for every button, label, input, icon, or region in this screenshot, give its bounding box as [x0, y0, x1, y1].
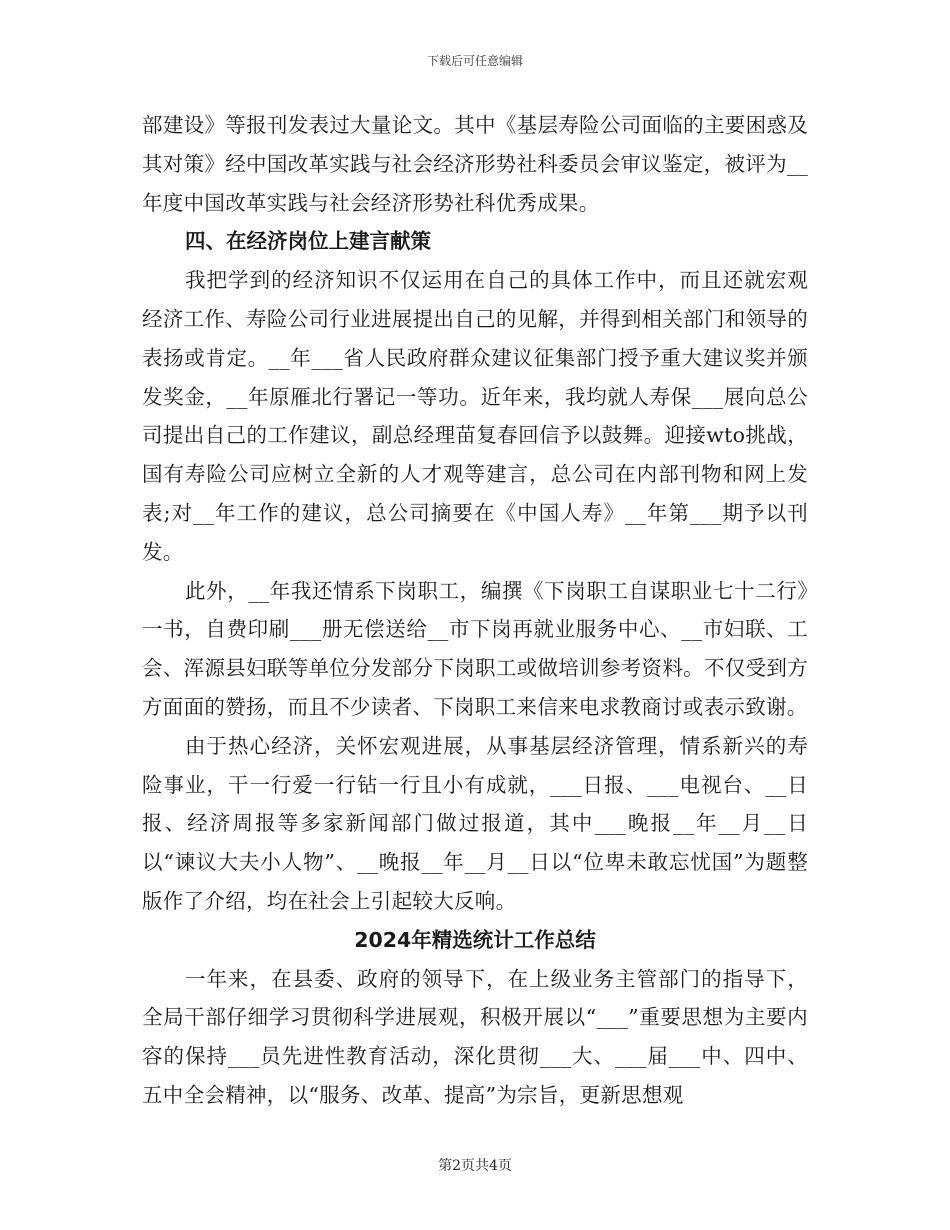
paragraph-continued: 部建设》等报刊发表过大量论文。其中《基层寿险公司面临的主要困惑及其对策》经中国改革实践与社会经济形势社科委员会审议鉴定，被评为__年度中国改革实践与社会经济形势社科优秀成果。: [142, 113, 808, 215]
paragraph-media-reports: 由于热心经济，关怀宏观进展，从事基层经济管理，情系新兴的寿险事业，干一行爱一行钻一行且小有成就，___日报、___电视台、__日报、经济周报等多家新闻部门做过报道，其中___晚报__年__月__日以“谏议大夫小人物”、__晚报__年__月__日以“位卑未敢忘忧国”为题整版作了介绍，均在社会上引起较大反响。: [142, 733, 808, 913]
section-heading-4: 四、在经济岗位上建言献策: [185, 229, 432, 254]
document-body: [142, 106, 808, 1115]
page-header-note: 下载后可任意编辑: [426, 54, 523, 68]
page-number-footer: 第2页共4页: [438, 1158, 512, 1174]
document-title-2024: 2024年精选统计工作总结: [354, 927, 596, 952]
paragraph-annual-summary: 一年来，在县委、政府的领导下，在上级业务主管部门的指导下，全局干部仔细学习贯彻科学进展观，积极开展以“___”重要思想为主要内容的保持___员先进性教育活动，深化贯彻___大、___届___中、四中、五中全会精神，以“服务、改革、提高”为宗旨，更新思想观: [142, 966, 808, 1107]
paragraph-laid-off-workers: 此外，__年我还情系下岗职工，编撰《下岗职工自谋职业七十二行》一书，自费印刷___册无偿送给__市下岗再就业服务中心、__市妇联、工会、浑源县妇联等单位分发部分下岗职工或做培训参考资料。不仅受到方方面面的赞扬，而且不少读者、下岗职工来信来电求教商讨或表示致谢。: [142, 578, 808, 719]
paragraph-suggestions: 我把学到的经济知识不仅运用在自己的具体工作中，而且还就宏观经济工作、寿险公司行业进展提出自己的见解，并得到相关部门和领导的表扬或肯定。__年___省人民政府群众建议征集部门授予重大建议奖并颁发奖金，__年原雁北行署记一等功。近年来，我均就人寿保___展向总公司提出自己的工作建议，副总经理苗复春回信予以鼓舞。迎接wto挑战，国有寿险公司应树立全新的人才观等建言，总公司在内部刊物和网上发表;对__年工作的建议，总公司摘要在《中国人寿》__年第___期予以刊发。: [142, 268, 808, 564]
